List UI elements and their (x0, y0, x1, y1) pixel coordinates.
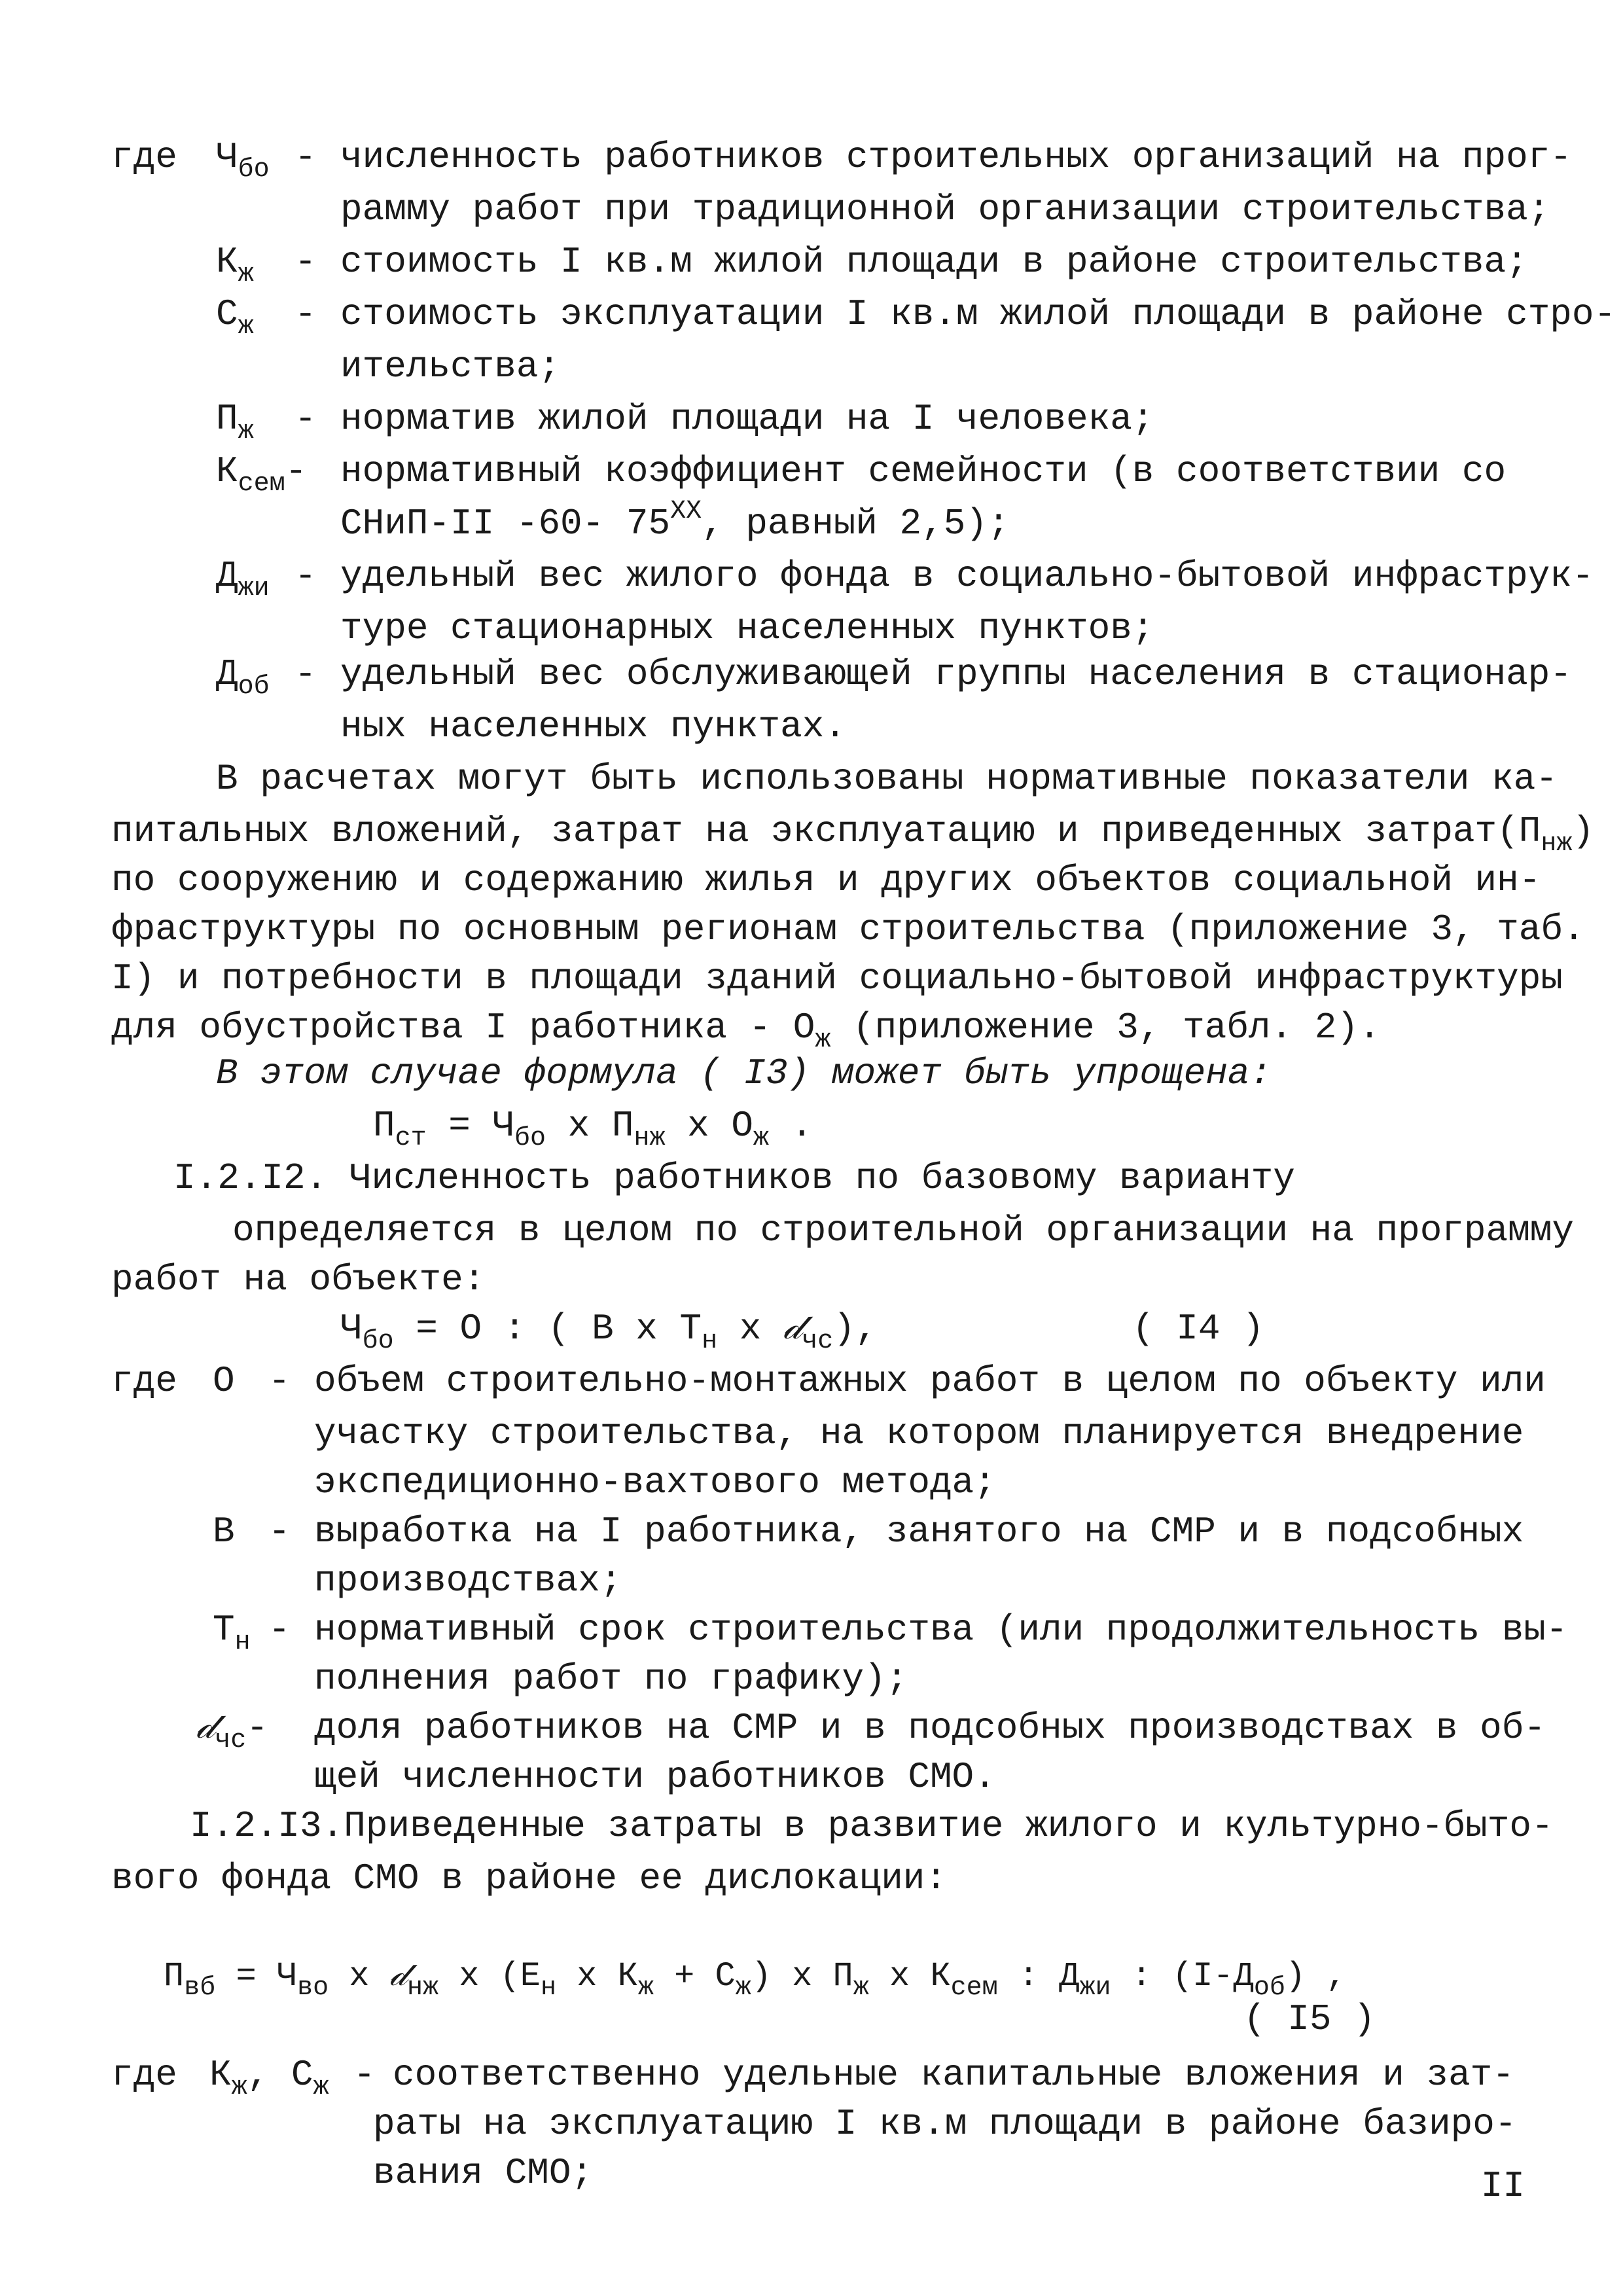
where-label: где (111, 136, 177, 178)
symbol-pzh: $П_ж$ (216, 398, 254, 446)
definition-text: рамму работ при традиционной организации строительства; (340, 188, 1550, 230)
definition-text: ных населенных пунктах. (340, 706, 846, 747)
formula-number: ( I4 ) (1132, 1308, 1264, 1350)
page-number: II (1480, 2165, 1525, 2207)
definition-text: стоимость эксплуатации I кв.м жилой площади в районе стро- (340, 293, 1616, 335)
definition-text: удельный вес жилого фонда в социально-бытовой инфраструк- (340, 555, 1594, 597)
section-heading: I.2.I3.Приведенные затраты в развитие жилого и культурно-быто- (190, 1805, 1554, 1847)
symbol-chbo: $Ч_{бо}$ (216, 136, 270, 185)
symbol-dzhi: $Д_{жи}$ (216, 555, 270, 603)
symbol-dchs: 𝒹$_{чс}$- (196, 1707, 268, 1755)
paragraph-line: для обустройства I работника - $О_ж$ (приложение 3, табл. 2). (111, 1007, 1381, 1055)
paragraph-line: по сооружению и содержанию жилья и других объектов социальной ин- (111, 859, 1541, 901)
definition-text: туре стационарных населенных пунктов; (340, 607, 1154, 649)
definition-text: щей численности работников СМО. (314, 1756, 996, 1798)
where-label: где (111, 1360, 177, 1402)
definition-text: ительства; (340, 346, 561, 387)
definition-text: выработка на I работника, занятого на СМР и в подсобных (314, 1511, 1524, 1552)
dash: - (294, 555, 317, 597)
formula-number: ( I5 ) (1243, 1998, 1376, 2040)
formula-15: $П_{вб} = Ч_{во}$ х 𝒹$_{нж}$ х ($Е_н$ х $К_ж + С_ж$) х $П_ж$ х $К_{сем}$ : $Д_{жи}$ : $(I-Д_{об})$ , (164, 1957, 1347, 2003)
symbol-kzh: $К_ж$ (216, 241, 254, 289)
paragraph-line: питальных вложений, затрат на эксплуатацию и приведенных $затрат(П_{нж})$ (111, 810, 1594, 859)
definition-text: раты на эксплуатацию I кв.м площади в районе базиро- (373, 2103, 1517, 2145)
paragraph-line: работ на объекте: (111, 1259, 486, 1300)
paragraph-line: В расчетах могут быть использованы нормативные показатели ка- (216, 758, 1558, 800)
definition-text: нормативный срок строительства (или продолжительность вы- (314, 1609, 1568, 1651)
definition-text: нормативный коэффициент семейности (в соответствии со (340, 450, 1507, 492)
dash: - (268, 1360, 291, 1402)
definition-text: стоимость I кв.м жилой площади в районе строительства; (340, 241, 1528, 283)
section-heading: I.2.I2. Численность работников по базовому варианту (173, 1157, 1295, 1199)
dash: - (294, 293, 317, 335)
formula-simplified: $П_{ст} = Ч_{бо}$ х $П_{нж}$ х $О_ж$ . (373, 1105, 813, 1153)
symbol-v: В (213, 1511, 235, 1552)
dash: - (294, 653, 317, 695)
definition-text: соответственно удельные капитальные вложения и зат- (393, 2054, 1514, 2096)
symbol-szh: $С_ж$ (216, 293, 254, 342)
symbol-ksem: $К_{сем}-$ (216, 450, 308, 499)
symbol-dob: $Д_{об}$ (216, 653, 270, 702)
dash: - (294, 241, 317, 283)
definition-text: полнения работ по графику); (314, 1658, 908, 1700)
definition-text: СНиП-II -60- $75^{XX}$, равный 2,5); (340, 497, 1010, 545)
section-number: I.2.I3. (190, 1805, 344, 1847)
section-number: I.2.I2. (173, 1157, 328, 1199)
paragraph-line: В этом случае формула ( I3) может быть упрощена: (216, 1052, 1272, 1094)
definition-text: доля работников на СМР и в подсобных производствах в об- (314, 1707, 1546, 1749)
symbol-o: О (213, 1360, 235, 1402)
dash: - (268, 1609, 291, 1651)
symbol-kzh-szh: $К_ж$, $С_ж$ (209, 2054, 329, 2102)
definition-row (111, 131, 177, 183)
definition-text: объем строительно-монтажных работ в целом по объекту или (314, 1360, 1546, 1402)
dash: - (353, 2054, 376, 2096)
paragraph-line: определяется в целом по строительной организации на программу (232, 1210, 1574, 1251)
paragraph-line: I) и потребности в площади зданий социально-бытовой инфраструктуры (111, 958, 1563, 999)
definition-text: производствах; (314, 1560, 622, 1602)
dash: - (294, 136, 317, 178)
definition-text: экспедиционно-вахтового метода; (314, 1462, 996, 1503)
paragraph-line: вого фонда СМО в районе ее дислокации: (111, 1857, 948, 1899)
dash: - (294, 398, 317, 440)
dash: - (268, 1511, 291, 1552)
definition-text: вания СМО; (373, 2152, 594, 2194)
symbol-tn: $Т_н$ (213, 1609, 251, 1657)
definition-text: численность работников строительных организаций на прог- (340, 136, 1572, 178)
where-label: где (111, 2054, 177, 2096)
definition-text: удельный вес обслуживающей группы населения в стационар- (340, 653, 1572, 695)
formula-14: $Ч_{бо} = О$ : ( В х $Т_н$ х 𝒹$_{чс}$), (340, 1308, 878, 1356)
paragraph-line: фраструктуры по основным регионам строительства (приложение 3, таб. (111, 908, 1585, 950)
definition-text: участку строительства, на котором планируется внедрение (314, 1412, 1524, 1454)
definition-text: норматив жилой площади на I человека; (340, 398, 1154, 440)
